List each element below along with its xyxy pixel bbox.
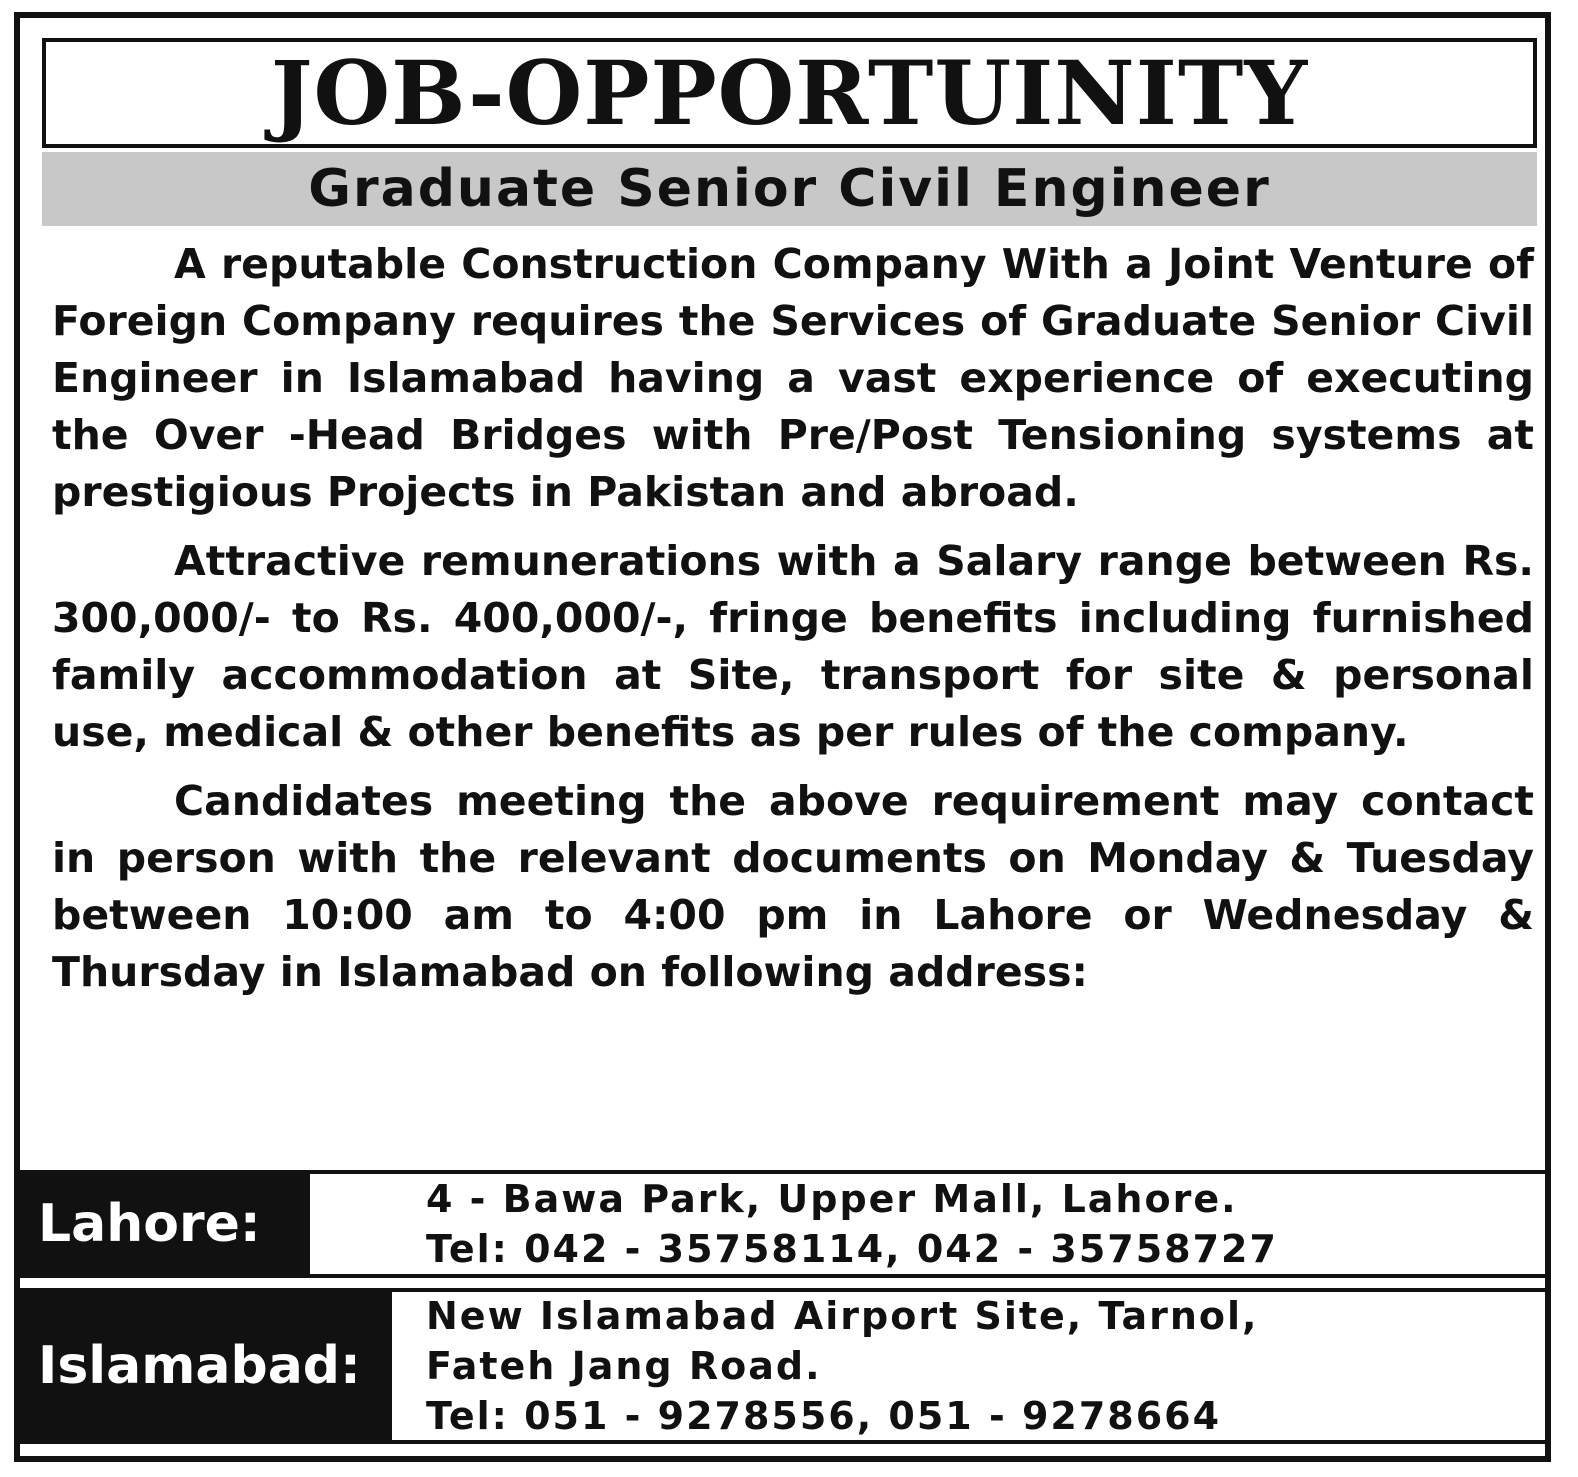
address-row-lahore: [20, 1170, 1545, 1278]
job-title: Graduate Senior Civil Engineer: [308, 159, 1271, 219]
paragraph-salary: Attractive remunerations with a Salary range between Rs. 300,000/- to Rs. 400,000/-, fringe benefits including furnished family accommodation at Site, transport for site & personal use, medical & other benefits as per rules of the company.: [52, 537, 1534, 756]
ad-body: [52, 236, 1534, 1013]
paragraph-contact: Candidates meeting the above requirement may contact in person with the relevant documents on Monday & Tuesday between 10:00 am to 4:00 pm in Lahore or Wednesday & Thursday in Islamabad on following address:: [52, 777, 1534, 996]
phone-line: Tel: 051 - 9278556, 051 - 9278664: [426, 1394, 1222, 1438]
address-line: New Islamabad Airport Site, Tarnol,: [426, 1294, 1259, 1338]
city-label-lahore: [20, 1170, 310, 1278]
address-row-islamabad: [20, 1288, 1545, 1444]
paragraph-company: A reputable Construction Company With a Joint Venture of Foreign Company requires the Services of Graduate Senior Civil Engineer in Islamabad having a vast experience of executing the Over -Head Bridges with Pre/Post Tensioning systems at prestigious Projects in Pakistan and abroad.: [52, 240, 1534, 516]
address-block-lahore: [310, 1170, 1545, 1278]
phone-line: Tel: 042 - 35758114, 042 - 35758727: [426, 1227, 1278, 1271]
city-name-islamabad: Islamabad:: [38, 1336, 361, 1396]
address-line: Fateh Jang Road.: [426, 1344, 822, 1388]
city-label-islamabad: [20, 1288, 392, 1444]
city-name-lahore: Lahore:: [38, 1194, 261, 1254]
address-block-islamabad: [392, 1288, 1545, 1444]
address-line: 4 - Bawa Park, Upper Mall, Lahore.: [426, 1177, 1238, 1221]
title-box: [42, 38, 1537, 148]
page-title: JOB-OPPORTUINITY: [270, 41, 1309, 145]
subtitle-bar: [42, 152, 1537, 226]
